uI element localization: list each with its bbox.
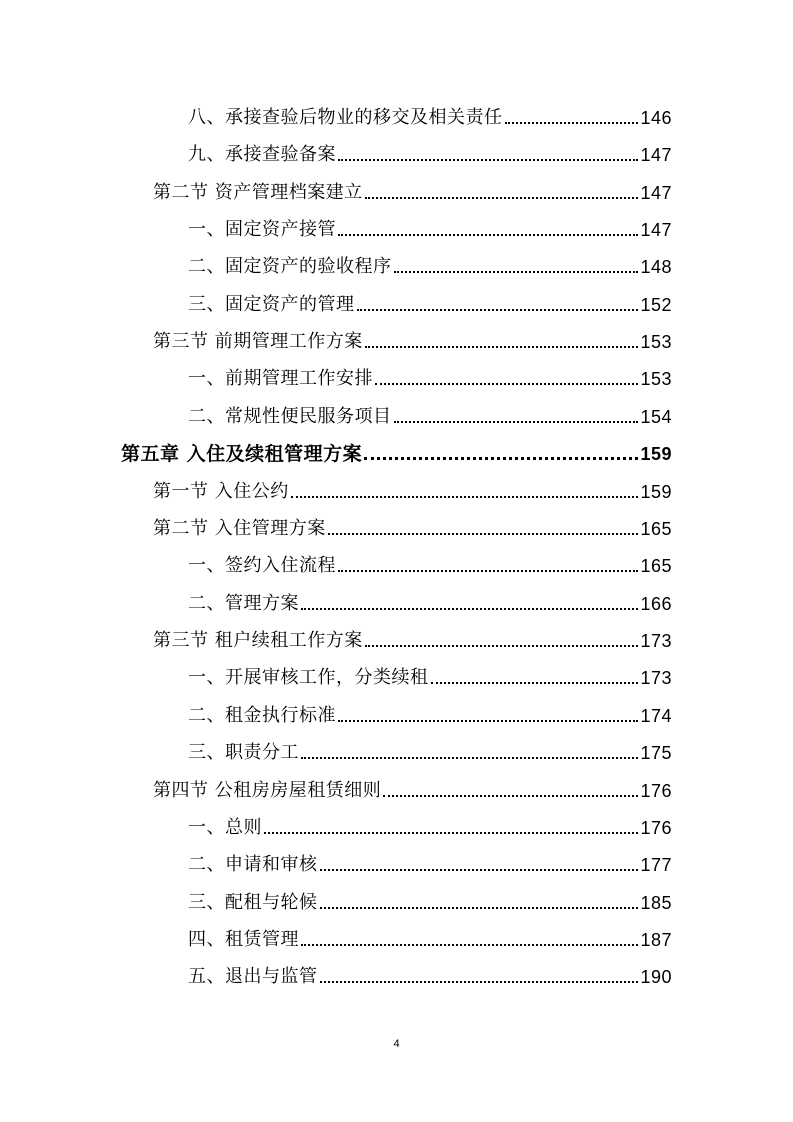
toc-entry-page: 174 <box>640 706 672 726</box>
toc-entry[interactable] <box>188 100 672 130</box>
toc-entry-title: 第五章 入住及续租管理方案 <box>121 443 363 465</box>
toc-entry[interactable] <box>188 810 672 840</box>
toc-leader-dots <box>505 122 639 124</box>
toc-entry-page: 159 <box>640 444 672 464</box>
toc-entry-page: 152 <box>640 295 672 315</box>
toc-leader-dots <box>431 682 639 684</box>
toc-entry-title: 二、常规性便民服务项目 <box>188 406 392 427</box>
toc-entry-title: 一、总则 <box>188 817 262 838</box>
toc-entry[interactable] <box>188 660 672 690</box>
toc-entry[interactable] <box>188 922 672 952</box>
toc-entry[interactable] <box>153 175 672 205</box>
toc-entry-title: 二、固定资产的验收程序 <box>188 256 392 277</box>
toc-entry[interactable] <box>153 511 672 541</box>
toc-entry-title: 第二节 资产管理档案建立 <box>153 182 363 203</box>
toc-entry-page: 175 <box>640 743 672 763</box>
toc-entry-title: 第四节 公租房房屋租赁细则 <box>153 780 382 801</box>
toc-entry[interactable] <box>153 773 672 803</box>
toc-entry-page: 159 <box>640 482 672 502</box>
toc-entry-page: 153 <box>640 332 672 352</box>
toc-entry-page: 176 <box>640 818 672 838</box>
toc-leader-dots <box>394 421 639 423</box>
toc-entry-title: 五、退出与监管 <box>188 966 318 987</box>
toc-entry-page: 173 <box>640 631 672 651</box>
toc-leader-dots <box>365 645 639 647</box>
toc-entry-page: 177 <box>640 855 672 875</box>
toc-entry-title: 二、租金执行标准 <box>188 705 336 726</box>
toc-entry[interactable] <box>153 324 672 354</box>
toc-entry-page: 148 <box>640 257 672 277</box>
toc-entry-page: 147 <box>640 145 672 165</box>
toc-leader-dots <box>301 608 638 610</box>
toc-entry-title: 第三节 租户续租工作方案 <box>153 630 363 651</box>
toc-entry-title: 一、签约入住流程 <box>188 555 336 576</box>
toc-entry[interactable] <box>188 137 672 167</box>
toc-leader-dots <box>365 197 639 199</box>
toc-leader-dots <box>364 457 638 460</box>
toc-entry-page: 173 <box>640 668 672 688</box>
toc-entry-page: 147 <box>640 220 672 240</box>
toc-entry-page: 147 <box>640 183 672 203</box>
toc-entry[interactable] <box>188 698 672 728</box>
toc-leader-dots <box>357 309 639 311</box>
toc-entry-page: 166 <box>640 594 672 614</box>
toc-leader-dots <box>320 907 639 909</box>
toc-leader-dots <box>301 757 638 759</box>
toc-entry[interactable] <box>188 361 672 391</box>
toc-entry-title: 一、开展审核工作，分类续租 <box>188 667 429 688</box>
toc-entry-title: 三、固定资产的管理 <box>188 294 355 315</box>
toc-entry-title: 第二节 入住管理方案 <box>153 518 326 539</box>
toc-entry-page: 146 <box>640 108 672 128</box>
toc-entry-title: 九、承接查验备案 <box>188 144 336 165</box>
toc-entry-title: 三、职责分工 <box>188 742 299 763</box>
toc-entry-title: 第三节 前期管理工作方案 <box>153 331 363 352</box>
toc-leader-dots <box>320 869 639 871</box>
toc-leader-dots <box>328 533 639 535</box>
toc-entry[interactable] <box>188 287 672 317</box>
toc-entry-page: 153 <box>640 369 672 389</box>
toc-entry-page: 165 <box>640 519 672 539</box>
toc-leader-dots <box>375 383 638 385</box>
toc-entry-title: 一、固定资产接管 <box>188 219 336 240</box>
toc-entry-page: 154 <box>640 407 672 427</box>
page-number: 4 <box>393 1038 400 1050</box>
toc-chapter-entry[interactable] <box>121 436 672 466</box>
toc-leader-dots <box>365 346 639 348</box>
toc-entry[interactable] <box>153 474 672 504</box>
toc-leader-dots <box>383 795 638 797</box>
toc-leader-dots <box>338 234 638 236</box>
toc-entry-title: 第一节 入住公约 <box>153 481 289 502</box>
toc-entry-page: 187 <box>640 930 672 950</box>
toc-entry[interactable] <box>188 586 672 616</box>
toc-entry-title: 一、前期管理工作安排 <box>188 368 373 389</box>
toc-entry[interactable] <box>188 249 672 279</box>
toc-entry[interactable] <box>188 959 672 989</box>
toc-leader-dots <box>338 570 638 572</box>
toc-leader-dots <box>320 981 639 983</box>
toc-entry[interactable] <box>188 212 672 242</box>
toc-entry-title: 二、管理方案 <box>188 593 299 614</box>
toc-entry-title: 八、承接查验后物业的移交及相关责任 <box>188 107 503 128</box>
toc-leader-dots <box>394 271 639 273</box>
toc-leader-dots <box>291 496 639 498</box>
toc-entry-page: 190 <box>640 967 672 987</box>
toc-entry-title: 四、租赁管理 <box>188 929 299 950</box>
toc-entry-page: 185 <box>640 893 672 913</box>
toc-leader-dots <box>301 944 638 946</box>
toc-entry-page: 176 <box>640 781 672 801</box>
toc-entry[interactable] <box>188 399 672 429</box>
toc-entry-title: 二、申请和审核 <box>188 854 318 875</box>
toc-entry[interactable] <box>153 623 672 653</box>
toc-entry[interactable] <box>188 847 672 877</box>
toc-entry[interactable] <box>188 735 672 765</box>
toc-entry-page: 165 <box>640 556 672 576</box>
toc-entry[interactable] <box>188 885 672 915</box>
toc-leader-dots <box>264 832 638 834</box>
toc-entry[interactable] <box>188 548 672 578</box>
toc-leader-dots <box>338 720 638 722</box>
toc-entry-title: 三、配租与轮候 <box>188 892 318 913</box>
toc-leader-dots <box>338 159 638 161</box>
